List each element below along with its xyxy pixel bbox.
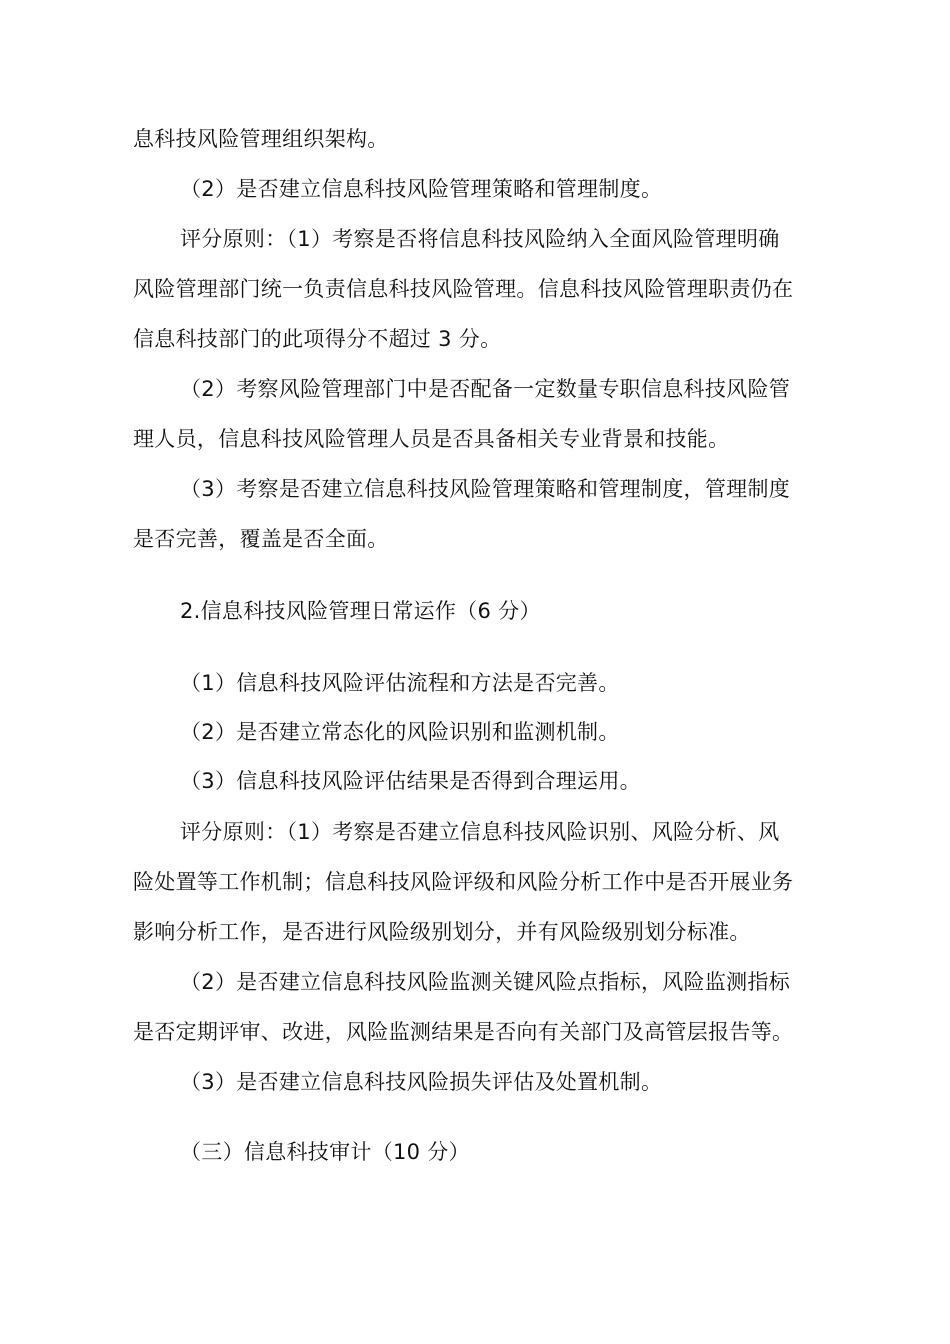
section-heading: （三）信息科技审计（10 分） <box>180 1140 470 1164</box>
text-line: （2）是否建立信息科技风险监测关键风险点指标，风险监测指标 <box>180 970 791 994</box>
text-line: （2）是否建立常态化的风险识别和监测机制。 <box>180 720 620 744</box>
text-line: （1）信息科技风险评估流程和方法是否完善。 <box>180 671 620 695</box>
text-line: （2）考察风险管理部门中是否配备一定数量专职信息科技风险管 <box>180 377 791 401</box>
text-line: （3）考察是否建立信息科技风险管理策略和管理制度，管理制度 <box>180 477 791 501</box>
text-line: 息科技风险管理组织架构。 <box>133 127 389 151</box>
text-line: 险处置等工作机制；信息科技风险评级和风险分析工作中是否开展业务 <box>133 870 794 894</box>
text-line: 影响分析工作，是否进行风险级别划分，并有风险级别划分标准。 <box>133 920 751 944</box>
text-line: （2）是否建立信息科技风险管理策略和管理制度。 <box>180 177 663 201</box>
text-line: 是否完善，覆盖是否全面。 <box>133 527 389 551</box>
text-line: 评分原则：（1）考察是否将信息科技风险纳入全面风险管理明确 <box>180 227 780 251</box>
text-line: 评分原则：（1）考察是否建立信息科技风险识别、风险分析、风 <box>180 820 780 844</box>
text-line: （3）是否建立信息科技风险损失评估及处置机制。 <box>180 1070 663 1094</box>
text-line: 理人员，信息科技风险管理人员是否具备相关专业背景和技能。 <box>133 427 730 451</box>
text-line: 风险管理部门统一负责信息科技风险管理。信息科技风险管理职责仍在 <box>133 277 794 301</box>
section-heading: 2.信息科技风险管理日常运作（6 分） <box>180 599 541 623</box>
text-line: 信息科技部门的此项得分不超过 3 分。 <box>133 327 502 351</box>
text-line: 是否定期评审、改进，风险监测结果是否向有关部门及高管层报告等。 <box>133 1020 794 1044</box>
text-line: （3）信息科技风险评估结果是否得到合理运用。 <box>180 769 641 793</box>
